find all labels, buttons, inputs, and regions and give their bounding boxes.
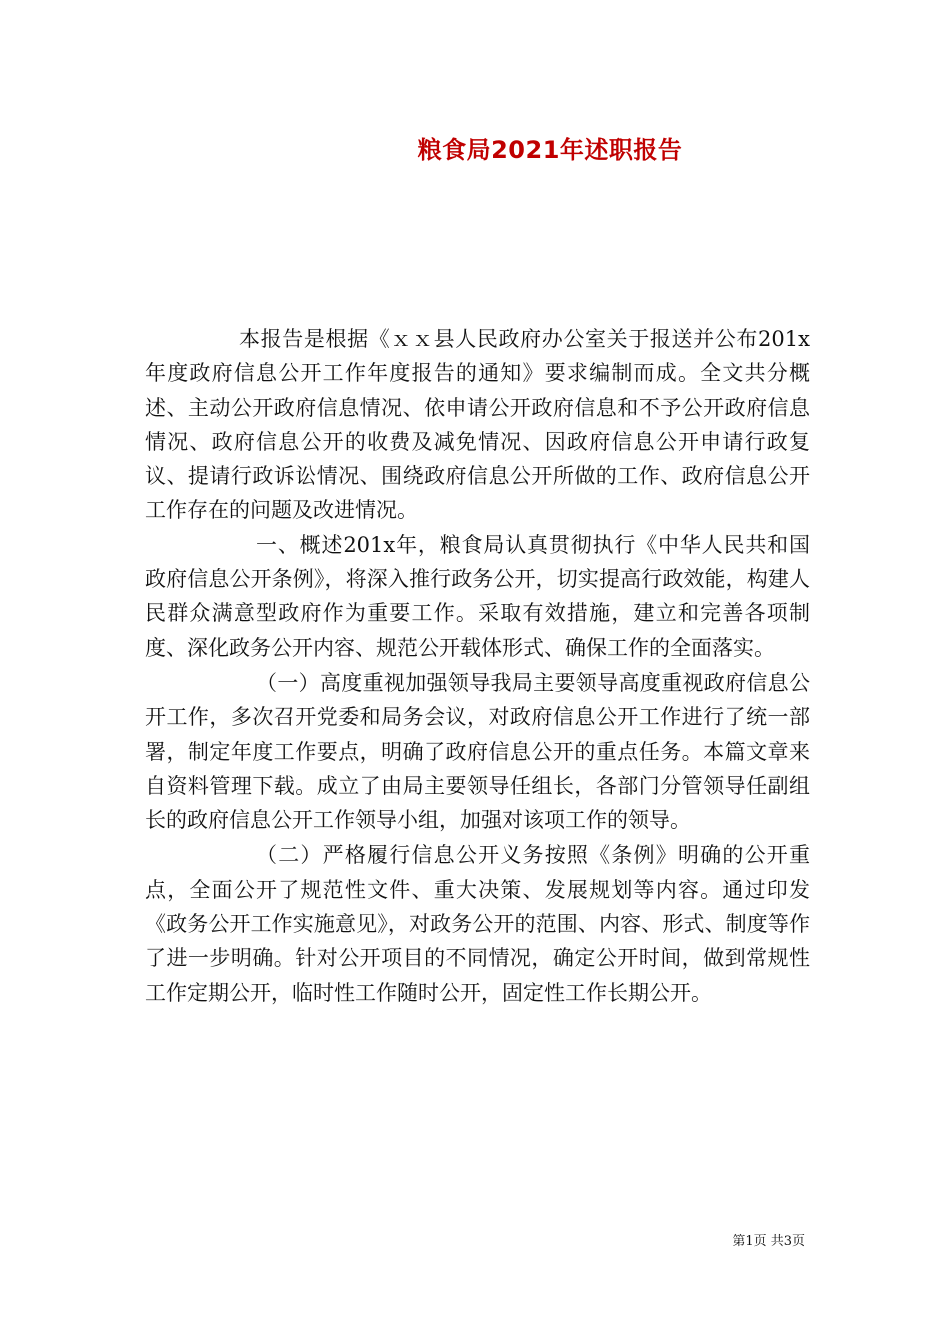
paragraph-intro: 本报告是根据《ｘｘ县人民政府办公室关于报送并公布201x年度政府信息公开工作年度报告的通知》要求编制而成。全文共分概述、主动公开政府信息情况、依申请公开政府信息和不予公开政府信息情况、政府信息公开的收费及减免情况、因政府信息公开申请行政复议、提请行政诉讼情况、围绕政府信息公开所做的工作、政府信息公开工作存在的问题及改进情况。 (145, 327, 810, 523)
paragraph-overview: 一、概述201x年，粮食局认真贯彻执行《中华人民共和国政府信息公开条例》，将深入推行政务公开，切实提高行政效能，构建人民群众满意型政府作为重要工作。采取有效措施，建立和完善各项制度、深化政务公开内容、规范公开载体形式、确保工作的全面落实。 (145, 532, 810, 660)
paragraph-obligation: （二）严格履行信息公开义务按照《条例》明确的公开重点，全面公开了规范性文件、重大决策、发展规划等内容。通过印发《政务公开工作实施意见》，对政务公开的范围、内容、形式、制度等作了进一步明确。针对公开项目的不同情况，确定公开时间，做到常规性工作定期公开，临时性工作随时公开，固定性工作长期公开。 (145, 843, 810, 1005)
document-body (145, 322, 810, 1010)
page-number: 第1页 共3页 (732, 1234, 805, 1249)
paragraph-leadership: （一）高度重视加强领导我局主要领导高度重视政府信息公开工作，多次召开党委和局务会议，对政府信息公开工作进行了统一部署，制定年度工作要点，明确了政府信息公开的重点任务。本篇文章来自资料管理下载。成立了由局主要领导任组长，各部门分管领导任副组长的政府信息公开工作领导小组，加强对该项工作的领导。 (145, 670, 810, 833)
document-title: 粮食局2021年述职报告 (417, 136, 683, 164)
